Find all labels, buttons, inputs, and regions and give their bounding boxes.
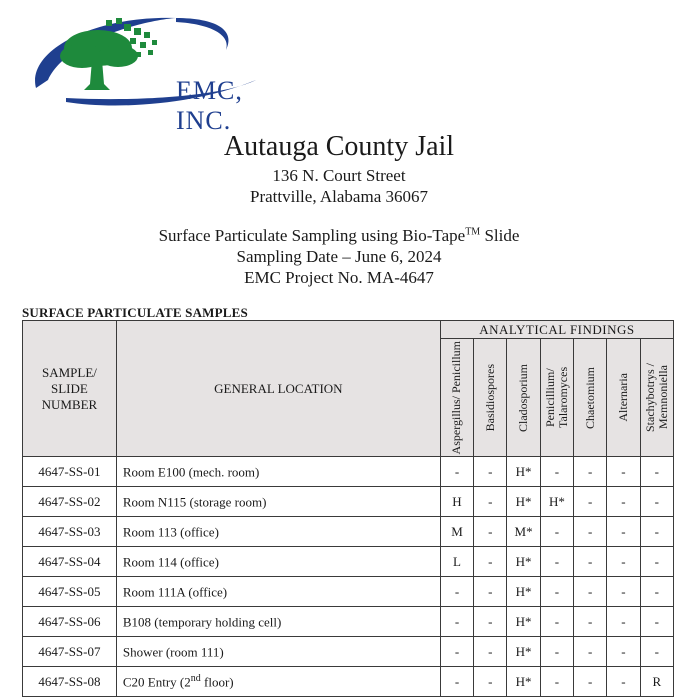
finding-value: H* bbox=[507, 547, 540, 577]
finding-value: - bbox=[474, 577, 507, 607]
finding-value: - bbox=[574, 637, 607, 667]
finding-value: - bbox=[640, 487, 673, 517]
table-row bbox=[23, 577, 674, 607]
finding-value: H* bbox=[540, 487, 573, 517]
finding-value: - bbox=[474, 547, 507, 577]
finding-value: - bbox=[540, 517, 573, 547]
finding-value: - bbox=[640, 547, 673, 577]
section-title: SURFACE PARTICULATE SAMPLES bbox=[22, 305, 248, 320]
table-row bbox=[23, 547, 674, 577]
finding-value: - bbox=[574, 607, 607, 637]
finding-value: - bbox=[474, 607, 507, 637]
finding-value: - bbox=[540, 667, 573, 697]
finding-value: - bbox=[440, 607, 473, 637]
address-line-1: 136 N. Court Street bbox=[272, 166, 406, 185]
finding-value: - bbox=[474, 517, 507, 547]
table-row bbox=[23, 517, 674, 547]
findings-col: Basidiospores bbox=[474, 339, 507, 457]
sample-number-header: SAMPLE/ SLIDE NUMBER bbox=[23, 321, 117, 457]
finding-value: - bbox=[574, 487, 607, 517]
finding-value: - bbox=[607, 517, 640, 547]
finding-value: M bbox=[440, 517, 473, 547]
finding-value: H* bbox=[507, 637, 540, 667]
sampling-date: Sampling Date – June 6, 2024 bbox=[236, 247, 442, 266]
sample-id: 4647-SS-08 bbox=[23, 667, 117, 697]
finding-value: - bbox=[474, 457, 507, 487]
finding-value: H* bbox=[507, 457, 540, 487]
samples-table bbox=[22, 320, 674, 697]
finding-value: - bbox=[607, 547, 640, 577]
address-line-2: Prattville, Alabama 36067 bbox=[250, 187, 428, 206]
sample-id: 4647-SS-01 bbox=[23, 457, 117, 487]
finding-value: - bbox=[574, 547, 607, 577]
table-row bbox=[23, 637, 674, 667]
sample-location: Shower (room 111) bbox=[116, 637, 440, 667]
company-logo bbox=[26, 10, 296, 135]
findings-col: Chaetomium bbox=[574, 339, 607, 457]
sample-location: Room N115 (storage room) bbox=[116, 487, 440, 517]
finding-value: - bbox=[574, 667, 607, 697]
finding-value: - bbox=[474, 637, 507, 667]
finding-value: H bbox=[440, 487, 473, 517]
table-row bbox=[23, 487, 674, 517]
finding-value: - bbox=[607, 457, 640, 487]
finding-value: - bbox=[574, 517, 607, 547]
finding-value: - bbox=[607, 637, 640, 667]
sample-id: 4647-SS-07 bbox=[23, 637, 117, 667]
facility-title: Autauga County Jail bbox=[223, 131, 455, 162]
table-row bbox=[23, 607, 674, 637]
finding-value: - bbox=[607, 487, 640, 517]
finding-value: - bbox=[574, 457, 607, 487]
finding-value: - bbox=[540, 577, 573, 607]
finding-value: - bbox=[440, 457, 473, 487]
sample-location: Room 114 (office) bbox=[116, 547, 440, 577]
findings-col: Stachybotrys / Memnoniella bbox=[640, 339, 673, 457]
sample-location: Room 111A (office) bbox=[116, 577, 440, 607]
finding-value: - bbox=[574, 577, 607, 607]
finding-value: - bbox=[640, 457, 673, 487]
finding-value: - bbox=[640, 577, 673, 607]
finding-value: - bbox=[640, 517, 673, 547]
sample-id: 4647-SS-06 bbox=[23, 607, 117, 637]
finding-value: H* bbox=[507, 667, 540, 697]
sample-id: 4647-SS-05 bbox=[23, 577, 117, 607]
finding-value: - bbox=[474, 487, 507, 517]
company-name: EMC, INC. bbox=[176, 76, 243, 135]
finding-value: - bbox=[540, 607, 573, 637]
sample-location: Room 113 (office) bbox=[116, 517, 440, 547]
finding-value: R bbox=[640, 667, 673, 697]
project-number: EMC Project No. MA-4647 bbox=[244, 268, 434, 287]
finding-value: - bbox=[440, 577, 473, 607]
finding-value: - bbox=[540, 547, 573, 577]
finding-value: - bbox=[607, 607, 640, 637]
sample-location: C20 Entry (2nd floor) bbox=[116, 667, 440, 697]
sample-id: 4647-SS-04 bbox=[23, 547, 117, 577]
finding-value: - bbox=[540, 637, 573, 667]
finding-value: H* bbox=[507, 577, 540, 607]
finding-value: - bbox=[440, 637, 473, 667]
findings-col: Aspergillus/ Penicillum bbox=[440, 339, 473, 457]
finding-value: - bbox=[640, 637, 673, 667]
sample-location: B108 (temporary holding cell) bbox=[116, 607, 440, 637]
finding-value: - bbox=[540, 457, 573, 487]
findings-header: ANALYTICAL FINDINGS bbox=[440, 321, 673, 339]
finding-value: H* bbox=[507, 487, 540, 517]
findings-col: Cladosporium bbox=[507, 339, 540, 457]
finding-value: - bbox=[474, 667, 507, 697]
finding-value: M* bbox=[507, 517, 540, 547]
finding-value: - bbox=[607, 667, 640, 697]
finding-value: - bbox=[607, 577, 640, 607]
finding-value: L bbox=[440, 547, 473, 577]
sample-location: Room E100 (mech. room) bbox=[116, 457, 440, 487]
table-row bbox=[23, 457, 674, 487]
finding-value: - bbox=[440, 667, 473, 697]
sample-id: 4647-SS-02 bbox=[23, 487, 117, 517]
findings-col: Alternaria bbox=[607, 339, 640, 457]
sample-id: 4647-SS-03 bbox=[23, 517, 117, 547]
sampling-method: Surface Particulate Sampling using Bio-Tape™ Slide bbox=[158, 226, 520, 245]
finding-value: - bbox=[640, 607, 673, 637]
finding-value: H* bbox=[507, 607, 540, 637]
findings-col: Penicillium/ Talaromyces bbox=[540, 339, 573, 457]
location-header: GENERAL LOCATION bbox=[116, 321, 440, 457]
table-row bbox=[23, 667, 674, 697]
